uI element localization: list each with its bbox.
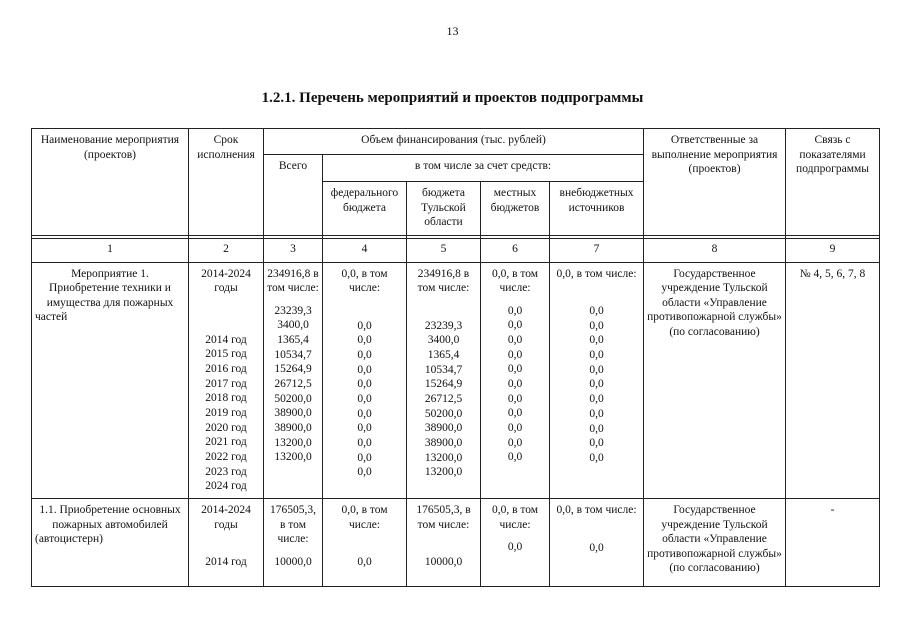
- year-list: [192, 333, 260, 495]
- federal-cell: [323, 262, 407, 499]
- value-line: 0,0: [507, 422, 523, 434]
- value-line: 2017 год: [205, 377, 247, 390]
- regional-lead: 176505,3, в том числе:: [416, 504, 471, 531]
- col-number: 6: [481, 239, 550, 263]
- value-line: 0,0: [507, 451, 523, 464]
- federal-values: [326, 319, 403, 481]
- total-cell: [264, 262, 323, 499]
- federal-cell: [323, 499, 407, 587]
- value-line: 13200,0: [274, 436, 312, 449]
- value-line: 23239,3: [274, 304, 312, 317]
- value-line: 38900,0: [424, 437, 463, 449]
- regional-values: [410, 319, 477, 481]
- header-regional: бюджета Тульской области: [407, 182, 481, 236]
- value-line: 3400,0: [277, 319, 309, 332]
- offbudget-lead: 0,0, в том числе:: [556, 267, 637, 280]
- value-line: 0,0: [507, 333, 523, 346]
- value-line: 26712,5: [424, 392, 463, 405]
- header-link: Связь с показателями подпрограммы: [786, 129, 880, 236]
- term-text: 2014-2024 годы: [201, 267, 251, 294]
- value-line: 0,0: [357, 392, 372, 405]
- value-line: 10534,7: [274, 348, 312, 361]
- table-row: [32, 499, 880, 587]
- value-line: 0,0: [357, 437, 372, 449]
- value-line: 0,0: [507, 541, 523, 554]
- value-line: 10000,0: [274, 555, 312, 568]
- total-lead: 176505,3, в том числе:: [270, 504, 316, 546]
- value-line: 0,0: [357, 451, 372, 464]
- value-line: 13200,0: [424, 451, 463, 464]
- value-line: 2018 год: [205, 392, 247, 405]
- value-line: 0,0: [357, 556, 372, 569]
- value-line: 0,0: [589, 378, 604, 391]
- total-lead: 234916,8 в том числе:: [267, 267, 319, 294]
- value-line: 0,0: [507, 392, 523, 405]
- offbudget-cell: [550, 262, 644, 499]
- offbudget-values: [553, 541, 640, 556]
- value-line: 23239,3: [424, 319, 463, 332]
- local-cell: [481, 499, 550, 587]
- value-line: 2015 год: [205, 348, 247, 361]
- value-line: 0,0: [357, 319, 372, 332]
- total-values: [267, 304, 319, 466]
- header-federal: федерального бюджета: [323, 182, 407, 236]
- value-line: 10000,0: [424, 556, 463, 569]
- value-line: 3400,0: [427, 334, 460, 347]
- measure-name: 1.1. Приобретение основных пожарных автомобилей (автоцистерн): [32, 499, 189, 587]
- value-line: 38900,0: [274, 407, 312, 420]
- term-text: 2014-2024 годы: [201, 504, 251, 531]
- local-lead: 0,0, в том числе:: [491, 267, 539, 294]
- value-line: 0,0: [589, 319, 604, 332]
- regional-values: [410, 555, 477, 570]
- col-number: 5: [407, 239, 481, 263]
- value-line: 13200,0: [424, 466, 463, 479]
- measure-term: [189, 262, 264, 499]
- table-row: [32, 262, 880, 499]
- col-number: 3: [264, 239, 323, 263]
- value-line: 15264,9: [274, 363, 312, 376]
- value-line: 2014 год: [205, 556, 247, 569]
- value-line: 0,0: [357, 466, 372, 479]
- local-lead: 0,0, в том числе:: [491, 504, 539, 531]
- responsible-cell: Государственное учреждение Тульской области «Управление противопожарной службы» (по согласованию): [644, 499, 786, 587]
- col-number: 8: [644, 239, 786, 263]
- measures-table: [31, 128, 880, 587]
- value-line: 2020 год: [205, 421, 247, 434]
- header-total: Всего: [264, 155, 323, 236]
- header-funding: Объем финансирования (тыс. рублей): [264, 129, 644, 155]
- value-line: 38900,0: [274, 422, 312, 434]
- regional-cell: [407, 262, 481, 499]
- value-line: 0,0: [357, 334, 372, 347]
- value-line: 15264,9: [424, 378, 463, 391]
- value-line: 50200,0: [274, 392, 312, 405]
- regional-lead: 234916,8 в том числе:: [417, 267, 470, 294]
- value-line: 0,0: [357, 348, 372, 361]
- federal-values: [326, 555, 403, 570]
- col-number: 4: [323, 239, 407, 263]
- value-line: 1365,4: [277, 333, 309, 346]
- value-line: 0,0: [357, 407, 372, 420]
- col-number: 7: [550, 239, 644, 263]
- total-values: [267, 555, 319, 570]
- header-name: Наименование мероприятия (проектов): [32, 129, 189, 236]
- value-line: 0,0: [589, 334, 604, 347]
- value-line: 10534,7: [424, 363, 463, 376]
- regional-cell: [407, 499, 481, 587]
- header-term: Срок исполнения: [189, 129, 264, 236]
- measure-name: Мероприятие 1. Приобретение техники и имущества для пожарных частей: [32, 262, 189, 499]
- value-line: 2024 год: [205, 480, 247, 493]
- value-line: 2023 год: [205, 465, 247, 478]
- header-offbudget: внебюджетных источников: [550, 182, 644, 236]
- value-line: 0,0: [589, 407, 604, 420]
- value-line: 0,0: [357, 363, 372, 376]
- value-line: 0,0: [507, 348, 523, 361]
- page-number: 13: [446, 24, 459, 38]
- value-line: 0,0: [589, 451, 604, 464]
- value-line: 0,0: [507, 436, 523, 449]
- value-line: 2021 год: [205, 436, 247, 449]
- offbudget-values: [553, 304, 640, 466]
- local-values: [484, 540, 546, 555]
- link-cell: № 4, 5, 6, 7, 8: [786, 262, 880, 499]
- value-line: 2022 год: [205, 451, 247, 463]
- col-number: 1: [32, 239, 189, 263]
- value-line: 38900,0: [424, 422, 463, 435]
- value-line: 2014 год: [205, 333, 247, 346]
- responsible-cell: Государственное учреждение Тульской области «Управление противопожарной службы» (по согласованию): [644, 262, 786, 499]
- value-line: 0,0: [589, 305, 604, 317]
- page-title: 1.2.1. Перечень мероприятий и проектов подпрограммы: [261, 90, 644, 106]
- total-cell: [264, 499, 323, 587]
- col-number: 2: [189, 239, 264, 263]
- offbudget-cell: [550, 499, 644, 587]
- value-line: 0,0: [507, 319, 523, 332]
- offbudget-lead: 0,0, в том числе:: [556, 504, 637, 517]
- value-line: 0,0: [507, 304, 523, 317]
- link-cell: [786, 499, 880, 587]
- value-line: 0,0: [589, 541, 604, 554]
- federal-lead: 0,0, в том числе:: [341, 267, 388, 294]
- value-line: 0,0: [589, 349, 604, 362]
- local-values: [484, 304, 546, 466]
- header-responsible: Ответственные за выполнение мероприятия (проектов): [644, 129, 786, 236]
- value-line: 0,0: [589, 422, 604, 435]
- local-cell: [481, 262, 550, 499]
- value-line: 0,0: [507, 407, 523, 420]
- value-line: 0,0: [589, 393, 604, 406]
- year-list: [192, 555, 260, 570]
- value-line: 50200,0: [424, 407, 463, 420]
- value-line: 2019 год: [205, 406, 247, 419]
- value-line: 0,0: [357, 422, 372, 435]
- header-local: местных бюджетов: [481, 182, 550, 236]
- value-line: 0,0: [589, 363, 604, 376]
- value-line: 0,0: [507, 377, 523, 390]
- header-including: в том числе за счет средств:: [323, 155, 644, 182]
- value-line: 1365,4: [427, 348, 460, 361]
- measure-term: [189, 499, 264, 587]
- col-number: 9: [786, 239, 880, 263]
- value-line: 0,0: [357, 378, 372, 391]
- value-line: 0,0: [507, 363, 523, 376]
- value-line: 2016 год: [205, 362, 247, 375]
- value-line: 0,0: [589, 437, 604, 450]
- value-line: 13200,0: [274, 451, 312, 464]
- federal-lead: 0,0, в том числе:: [341, 504, 388, 531]
- link-dash: -: [830, 504, 835, 517]
- value-line: 26712,5: [274, 377, 312, 390]
